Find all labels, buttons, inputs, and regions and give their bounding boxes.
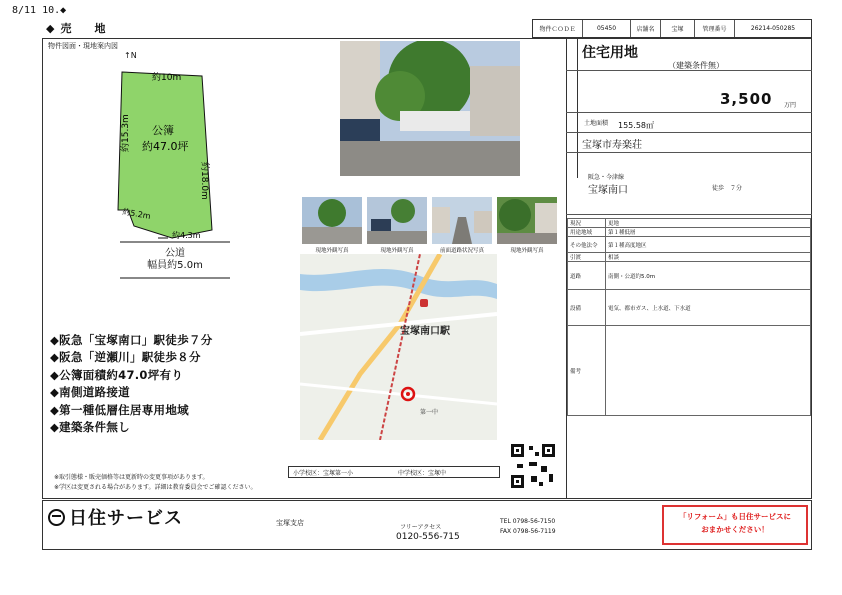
row-value: 電気、都市ガス、上水道、下水道 — [606, 290, 811, 326]
row-value: 相談 — [606, 253, 811, 262]
map-station-label: 宝塚南口駅 — [400, 326, 450, 337]
feature-item: ◆建築条件無し — [50, 420, 130, 435]
company-logo — [48, 504, 183, 530]
location: 宝塚市寿楽荘 — [582, 140, 642, 151]
store-label: 店舗名 — [631, 20, 661, 37]
table-row — [568, 326, 811, 416]
listing-kind: ◆売 地 — [46, 22, 112, 35]
map-image — [300, 254, 497, 440]
company-name: 日住サービス — [69, 508, 183, 529]
store-value: 宝塚 — [661, 20, 695, 37]
thumb-caption: 前面道路状況写真 — [439, 248, 484, 254]
row-label: その他法令 — [568, 237, 606, 253]
property-subtitle: （建築条件無） — [668, 61, 724, 70]
thumb-caption: 現地外観写真 — [380, 248, 414, 254]
thumb-1 — [302, 197, 362, 254]
divider — [566, 214, 812, 215]
details-table — [567, 218, 811, 416]
thumb-3 — [432, 197, 492, 254]
area-label: 土地面積 — [584, 120, 609, 127]
dim-top: 約10m — [152, 73, 182, 83]
map-school-label: 第一中 — [420, 409, 439, 416]
lot-area: 約47.0坪 — [142, 140, 189, 153]
main-photo — [340, 41, 520, 176]
reform-line-1: 「リフォーム」も日住サービスに — [678, 512, 792, 521]
thumb-4 — [497, 197, 557, 254]
divider — [566, 152, 812, 153]
mgmt-value: 26214-050285 — [750, 25, 796, 32]
walk-time: 徒歩 ７分 — [712, 185, 743, 192]
school-district — [288, 466, 500, 478]
row-label: 設備 — [568, 290, 606, 326]
disclaimer-notes — [54, 473, 257, 493]
plan-title: 物件図面・現地案内図 — [48, 42, 118, 50]
dim-right: 約18.0m — [199, 162, 209, 200]
remarks-label: 備考 — [568, 326, 606, 416]
print-date: 8/11 10.◆ — [12, 5, 67, 16]
table-row — [568, 290, 811, 326]
row-label: 現況 — [568, 219, 606, 228]
branch-name: 宝塚支店 — [276, 519, 304, 527]
table-row — [568, 253, 811, 262]
code-value: 05450 — [583, 20, 631, 37]
side-label-strip — [566, 38, 578, 178]
mgmt-label: 管理番号 — [695, 20, 735, 37]
feature-item: ◆阪急「逆瀬川」駅徒歩８分 — [50, 350, 201, 365]
feature-list — [50, 332, 213, 436]
row-label: 引渡 — [568, 253, 606, 262]
junior-school: 中学校区：宝塚中 — [398, 469, 447, 477]
table-row — [568, 219, 811, 228]
table-row — [568, 237, 811, 253]
station-name: 宝塚南口 — [588, 185, 628, 196]
thumb-caption: 現地外観写真 — [510, 248, 544, 254]
lot-label: 公簿 — [152, 124, 174, 137]
property-type: 住宅用地 — [582, 45, 638, 61]
table-row — [568, 262, 811, 290]
feature-item: ◆阪急「宝塚南口」駅徒歩７分 — [50, 333, 213, 347]
price: 3,500 — [720, 90, 773, 108]
feature-item: ◆公簿面積約47.0坪有り — [50, 367, 184, 382]
thumb-2 — [367, 197, 427, 254]
free-dial: 0120-556-715 — [396, 532, 460, 542]
qr-code — [509, 442, 557, 490]
row-label: 用途地域 — [568, 228, 606, 237]
photo-thumbs — [302, 197, 557, 254]
dim-left: 約15.3m — [121, 114, 131, 152]
main-photo-image — [340, 41, 520, 176]
free-access-label: フリーアクセス — [400, 524, 442, 531]
elementary-school: 小学校区：宝塚第一小 — [293, 469, 354, 477]
table-row — [568, 228, 811, 237]
dim-bottom-left: 約5.2m — [121, 207, 152, 221]
price-unit: 万円 — [784, 102, 797, 109]
lot-plan — [98, 62, 228, 247]
divider — [566, 132, 812, 133]
logo-icon — [48, 509, 65, 526]
row-label: 道路 — [568, 262, 606, 290]
code-label: 物件ＣＯＤＥ — [533, 20, 583, 37]
location-map — [300, 254, 497, 440]
row-value: 南側・公道約5.0m — [606, 262, 811, 290]
fax: FAX 0798-56-7119 — [500, 528, 556, 535]
row-value: 更地 — [606, 219, 811, 228]
tel: TEL 0798-56-7150 — [500, 518, 556, 525]
reform-banner — [662, 505, 808, 545]
row-value: 第１種低層 — [606, 228, 811, 237]
divider — [566, 70, 812, 71]
note-line: ※取引態様・販売価格等は更新時の変更事項があります。 — [54, 474, 209, 481]
code-row — [532, 19, 812, 38]
north-label: N — [130, 51, 137, 60]
dim-bottom: 約4.3m — [172, 231, 201, 240]
note-line: ※学区は変更される場合があります。詳細は教育委員会でご確認ください。 — [54, 484, 257, 491]
transit-line: 阪急・今津線 — [588, 174, 625, 181]
road-info — [120, 248, 230, 272]
area-value: 155.58㎡ — [618, 121, 654, 130]
road-width: 幅員約5.0m — [147, 260, 203, 271]
reform-line-2: おまかせください！ — [701, 525, 769, 534]
row-value: 第１種高度地区 — [606, 237, 811, 253]
road-type: 公道 — [165, 248, 185, 259]
feature-item: ◆第一種低層住居専用地域 — [50, 402, 189, 417]
north-icon: ↑N — [124, 51, 137, 60]
feature-item: ◆南側道路接道 — [50, 385, 130, 400]
divider — [566, 112, 812, 113]
thumb-caption: 現地外観写真 — [315, 248, 349, 254]
